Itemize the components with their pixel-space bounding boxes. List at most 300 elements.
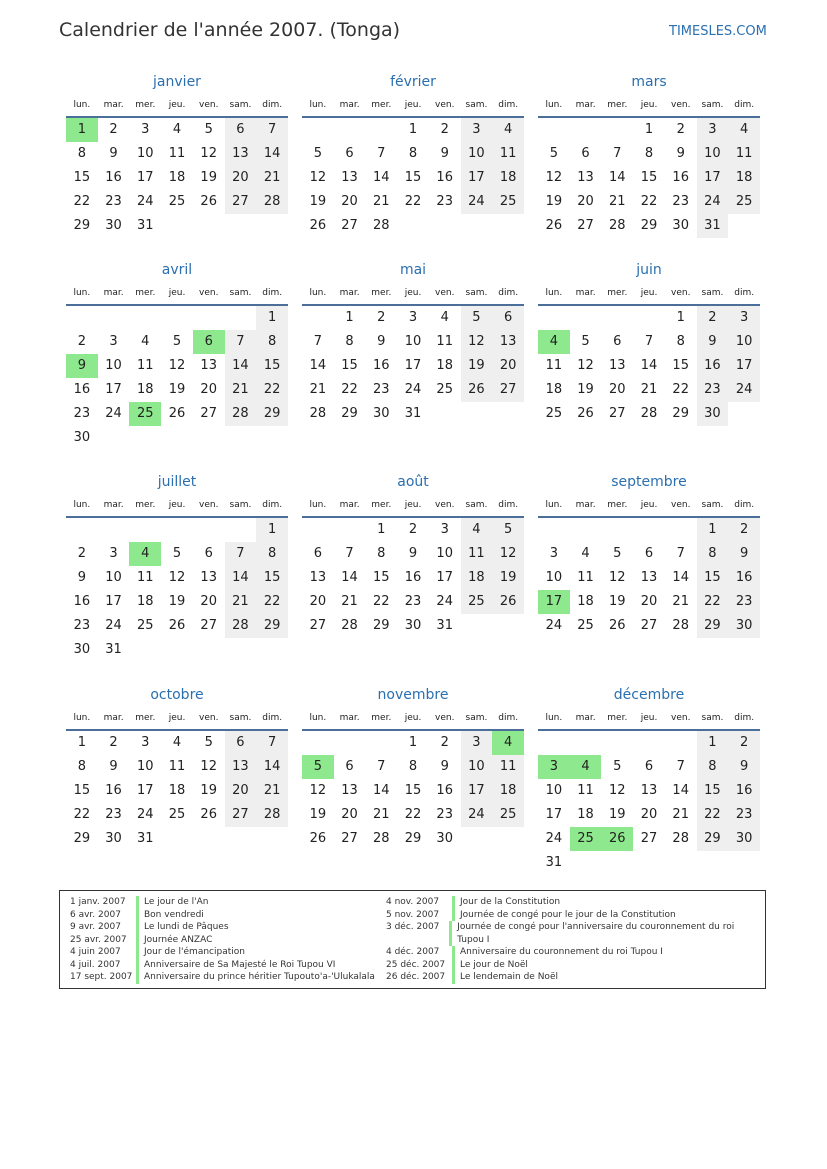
day-cell: 23: [73, 406, 91, 421]
weekday-label: dim.: [498, 713, 519, 723]
empty-cell: [334, 731, 366, 755]
day-cell: 7: [256, 118, 288, 142]
day-cell: 28: [609, 218, 626, 233]
day-cell: 27: [225, 803, 257, 827]
day-cell: 24: [404, 382, 422, 397]
holiday-row: [386, 909, 756, 922]
day-cell: 5: [549, 146, 558, 161]
weekday-header: [302, 707, 524, 731]
day-cell: 24: [461, 190, 493, 214]
weekday-label: jeu.: [640, 288, 658, 298]
day-cell: 11: [168, 759, 186, 774]
weekday-label: mer.: [371, 713, 392, 723]
weekday-label: jeu.: [168, 100, 186, 110]
day-cell: 24: [105, 618, 122, 633]
month-5: [538, 258, 760, 426]
weekday-label: mar.: [339, 288, 360, 298]
day-cell: 8: [676, 334, 685, 349]
day-cell: 23: [73, 618, 91, 633]
day-cell: 8: [345, 334, 354, 349]
day-cell: 16: [105, 783, 122, 798]
holiday-column-left: [70, 896, 380, 984]
day-cell: 27: [640, 831, 658, 846]
day-cell: 16: [73, 382, 91, 397]
empty-cell: [225, 518, 257, 542]
holiday-row: [386, 896, 756, 909]
empty-cell: [129, 426, 161, 450]
day-cell: 13: [309, 570, 327, 585]
day-cell: 18: [492, 779, 524, 803]
day-cell: 16: [672, 170, 689, 185]
day-cell: 11: [137, 358, 154, 373]
day-cell: 17: [105, 382, 122, 397]
day-cell: 13: [492, 330, 524, 354]
weekday-label: dim.: [262, 100, 283, 110]
day-cell: 19: [545, 194, 563, 209]
month-name: mai: [399, 262, 427, 278]
day-cell: 18: [168, 783, 186, 798]
empty-cell: [665, 851, 697, 875]
day-cell: 9: [676, 146, 685, 161]
weekday-header: [538, 282, 760, 306]
day-cell: 8: [697, 542, 729, 566]
day-cell: 2: [77, 546, 86, 561]
day-cell: 3: [461, 731, 493, 755]
empty-cell: [633, 731, 665, 755]
day-cell: 22: [697, 803, 729, 827]
day-cell: 19: [168, 382, 186, 397]
day-cell: 22: [256, 378, 288, 402]
weekday-label: mer.: [371, 500, 392, 510]
day-cell: 26: [577, 406, 594, 421]
day-cell: 11: [461, 542, 493, 566]
day-cell: 18: [461, 566, 493, 590]
month-2: [538, 70, 760, 238]
month-11: [538, 683, 760, 875]
day-cell: 25: [570, 827, 602, 851]
day-cell: 29: [697, 614, 729, 638]
empty-cell: [66, 306, 98, 330]
day-cell: 15: [404, 170, 422, 185]
day-cell: 13: [640, 570, 658, 585]
month-0: [66, 70, 288, 238]
holiday-row: [70, 959, 380, 972]
weekday-label: lun.: [545, 500, 563, 510]
day-cell: 16: [728, 566, 760, 590]
day-cell: 29: [73, 831, 91, 846]
empty-cell: [129, 638, 161, 662]
day-cell: 22: [73, 194, 91, 209]
day-cell: 21: [225, 378, 257, 402]
day-cell: 3: [109, 334, 118, 349]
day-cell: 23: [404, 594, 422, 609]
weekday-label: lun.: [73, 500, 91, 510]
month-4: [302, 258, 524, 426]
day-cell: 1: [697, 731, 729, 755]
day-cell: 26: [168, 618, 186, 633]
day-cell: 17: [538, 590, 570, 614]
day-cell: 31: [105, 642, 122, 657]
weekday-label: ven.: [671, 500, 691, 510]
weekday-label: lun.: [309, 713, 327, 723]
weekday-label: dim.: [498, 500, 519, 510]
empty-cell: [728, 851, 760, 875]
day-cell: 7: [644, 334, 654, 349]
holiday-date: 6 avr. 2007: [70, 909, 121, 920]
holiday-name: Le jour de l'An: [136, 896, 208, 909]
day-cell: 19: [309, 194, 327, 209]
day-cell: 3: [109, 546, 118, 561]
weekday-label: sam.: [465, 713, 488, 723]
day-cell: 5: [172, 546, 182, 561]
empty-cell: [538, 731, 570, 755]
day-cell: 16: [436, 170, 453, 185]
day-cell: 14: [373, 170, 390, 185]
day-cell: 30: [728, 827, 760, 851]
weekday-label: jeu.: [640, 100, 658, 110]
weekday-label: mer.: [135, 713, 156, 723]
month-name: avril: [161, 262, 193, 278]
day-cell: 6: [644, 546, 654, 561]
day-cell: 31: [697, 214, 729, 238]
day-cell: 13: [577, 170, 594, 185]
day-grid: [66, 306, 288, 450]
day-cell: 14: [640, 358, 658, 373]
holiday-date: 25 avr. 2007: [70, 934, 127, 945]
day-cell: 12: [545, 170, 563, 185]
weekday-label: sam.: [701, 500, 724, 510]
day-grid: [66, 118, 288, 238]
empty-cell: [302, 118, 334, 142]
day-cell: 8: [256, 542, 288, 566]
day-cell: 13: [609, 358, 626, 373]
day-cell: 15: [697, 566, 729, 590]
day-cell: 25: [168, 807, 186, 822]
day-cell: 22: [404, 807, 422, 822]
weekday-label: ven.: [671, 288, 691, 298]
day-cell: 14: [225, 354, 257, 378]
day-cell: 26: [309, 831, 327, 846]
weekday-label: dim.: [262, 288, 283, 298]
day-cell: 19: [200, 170, 217, 185]
month-name: décembre: [613, 687, 685, 703]
weekday-label: mar.: [575, 500, 596, 510]
day-cell: 16: [105, 170, 122, 185]
day-cell: 6: [613, 334, 622, 349]
day-cell: 14: [672, 570, 689, 585]
day-cell: 18: [137, 594, 154, 609]
holiday-name: Le jour de Noël: [452, 959, 528, 972]
holiday-row: [386, 946, 756, 959]
day-cell: 24: [137, 194, 154, 209]
weekday-header: [302, 494, 524, 518]
day-cell: 19: [309, 807, 327, 822]
day-cell: 7: [225, 330, 257, 354]
holiday-date: 4 juil. 2007: [70, 959, 121, 970]
weekday-label: dim.: [734, 288, 755, 298]
day-cell: 24: [461, 803, 493, 827]
day-cell: 17: [137, 783, 154, 798]
holiday-row: [70, 934, 380, 947]
day-cell: 25: [129, 402, 161, 426]
day-cell: 24: [436, 594, 453, 609]
weekday-label: lun.: [73, 100, 91, 110]
day-cell: 14: [256, 142, 288, 166]
day-cell: 24: [728, 378, 760, 402]
day-cell: 13: [225, 142, 257, 166]
empty-cell: [570, 306, 602, 330]
day-cell: 30: [404, 618, 422, 633]
day-cell: 21: [373, 194, 390, 209]
day-cell: 9: [728, 542, 760, 566]
day-cell: 7: [377, 146, 386, 161]
day-cell: 25: [492, 190, 524, 214]
day-cell: 30: [672, 218, 689, 233]
day-cell: 12: [492, 542, 524, 566]
empty-cell: [601, 118, 633, 142]
day-cell: 5: [302, 755, 334, 779]
month-name: août: [397, 474, 429, 490]
holiday-date: 3 déc. 2007: [386, 922, 440, 932]
day-cell: 2: [109, 122, 118, 137]
day-cell: 20: [309, 594, 327, 609]
day-cell: 18: [492, 166, 524, 190]
day-cell: 3: [538, 755, 570, 779]
empty-cell: [365, 731, 397, 755]
holiday-date: 25 déc. 2007: [386, 959, 446, 970]
day-cell: 30: [105, 831, 122, 846]
day-cell: 12: [609, 783, 626, 798]
page-title: Calendrier de l'année 2007. (Tonga): [59, 19, 401, 41]
day-cell: 9: [109, 146, 118, 161]
day-cell: 30: [697, 402, 729, 426]
day-cell: 27: [577, 218, 594, 233]
empty-cell: [256, 638, 288, 662]
day-cell: 3: [141, 735, 150, 750]
day-cell: 16: [436, 783, 453, 798]
empty-cell: [302, 518, 334, 542]
empty-cell: [98, 306, 130, 330]
day-cell: 17: [105, 594, 122, 609]
weekday-label: ven.: [435, 288, 455, 298]
day-cell: 28: [640, 406, 658, 421]
day-cell: 19: [577, 382, 594, 397]
weekday-header: [538, 94, 760, 118]
day-cell: 20: [225, 779, 257, 803]
empty-cell: [429, 214, 461, 238]
empty-cell: [193, 827, 225, 851]
day-cell: 26: [200, 194, 217, 209]
holiday-row: [70, 909, 380, 922]
weekday-header: [66, 494, 288, 518]
day-cell: 27: [200, 406, 217, 421]
day-cell: 17: [461, 166, 493, 190]
day-cell: 9: [77, 570, 86, 585]
site-link[interactable]: TIMESLES.COM: [669, 24, 767, 39]
day-cell: 24: [105, 406, 122, 421]
day-cell: 5: [581, 334, 590, 349]
holiday-date: 4 nov. 2007: [386, 897, 440, 907]
day-cell: 6: [204, 546, 213, 561]
day-cell: 5: [172, 334, 182, 349]
day-cell: 6: [581, 146, 590, 161]
day-cell: 11: [577, 783, 594, 798]
day-cell: 2: [728, 518, 760, 542]
holiday-date: 26 déc. 2007: [386, 972, 446, 982]
holiday-column-right: [386, 896, 756, 984]
day-cell: 20: [492, 354, 524, 378]
holiday-name: Journée ANZAC: [136, 934, 212, 947]
day-cell: 5: [461, 306, 493, 330]
day-cell: 12: [309, 170, 327, 185]
day-grid: [302, 306, 524, 426]
day-cell: 28: [373, 831, 390, 846]
day-cell: 15: [256, 566, 288, 590]
holiday-row: [386, 959, 756, 972]
day-cell: 3: [728, 306, 760, 330]
day-cell: 15: [73, 170, 91, 185]
weekday-label: mar.: [339, 500, 360, 510]
day-cell: 19: [461, 354, 493, 378]
month-name: novembre: [377, 687, 449, 703]
day-cell: 31: [404, 406, 422, 421]
empty-cell: [461, 827, 493, 851]
day-cell: 22: [373, 594, 390, 609]
day-cell: 1: [408, 735, 418, 750]
day-cell: 19: [200, 783, 217, 798]
day-grid: [302, 731, 524, 851]
day-cell: 11: [545, 358, 563, 373]
day-cell: 27: [341, 218, 358, 233]
empty-cell: [570, 731, 602, 755]
day-cell: 12: [609, 570, 626, 585]
day-cell: 25: [545, 406, 563, 421]
day-cell: 29: [672, 406, 689, 421]
day-cell: 30: [73, 430, 91, 445]
day-cell: 1: [256, 518, 288, 542]
holiday-name: Jour de l'émancipation: [136, 946, 245, 959]
holiday-name: Journée de congé pour l'anniversaire du couronnement du roi Tupou I: [449, 921, 756, 946]
holiday-date: 5 nov. 2007: [386, 909, 440, 920]
day-cell: 28: [256, 190, 288, 214]
day-cell: 10: [697, 142, 729, 166]
day-cell: 10: [728, 330, 760, 354]
weekday-header: [538, 707, 760, 731]
empty-cell: [538, 118, 570, 142]
empty-cell: [665, 731, 697, 755]
day-cell: 24: [137, 807, 154, 822]
day-cell: 22: [697, 590, 729, 614]
day-cell: 15: [404, 783, 422, 798]
day-cell: 29: [373, 618, 390, 633]
empty-cell: [461, 214, 493, 238]
day-cell: 11: [492, 755, 524, 779]
day-cell: 25: [461, 590, 493, 614]
empty-cell: [633, 518, 665, 542]
day-cell: 31: [137, 218, 154, 233]
day-cell: 10: [545, 783, 563, 798]
day-cell: 7: [313, 334, 322, 349]
day-cell: 22: [341, 382, 358, 397]
day-cell: 20: [341, 194, 358, 209]
weekday-label: mer.: [607, 100, 628, 110]
empty-cell: [302, 306, 334, 330]
weekday-label: lun.: [309, 288, 327, 298]
weekday-label: ven.: [199, 713, 219, 723]
day-cell: 11: [436, 334, 453, 349]
day-cell: 1: [697, 518, 729, 542]
empty-cell: [570, 518, 602, 542]
day-cell: 19: [492, 566, 524, 590]
weekday-label: sam.: [229, 713, 252, 723]
day-cell: 4: [538, 330, 570, 354]
weekday-label: dim.: [498, 100, 519, 110]
weekday-label: ven.: [199, 100, 219, 110]
day-cell: 13: [341, 170, 358, 185]
day-cell: 15: [697, 779, 729, 803]
empty-cell: [256, 426, 288, 450]
holiday-date: 4 juin 2007: [70, 947, 121, 957]
holiday-row: [70, 896, 380, 909]
holiday-name: Le lendemain de Noël: [452, 971, 558, 984]
day-cell: 12: [309, 783, 327, 798]
month-name: juin: [636, 262, 662, 278]
day-cell: 13: [200, 358, 217, 373]
day-cell: 2: [77, 334, 86, 349]
holiday-name: Anniversaire du prince héritier Tupouto'a-'Ulukalala: [136, 971, 375, 984]
day-grid: [538, 306, 760, 426]
day-cell: 15: [73, 783, 91, 798]
day-cell: 11: [168, 146, 186, 161]
weekday-label: sam.: [465, 100, 488, 110]
day-cell: 2: [676, 122, 685, 137]
day-grid: [538, 518, 760, 638]
day-cell: 4: [570, 755, 602, 779]
empty-cell: [461, 614, 493, 638]
weekday-label: ven.: [671, 100, 691, 110]
weekday-label: lun.: [309, 500, 327, 510]
day-cell: 27: [225, 190, 257, 214]
day-cell: 21: [341, 594, 358, 609]
day-cell: 29: [404, 831, 422, 846]
day-cell: 13: [225, 755, 257, 779]
day-cell: 8: [644, 146, 654, 161]
day-cell: 4: [461, 518, 493, 542]
day-cell: 20: [225, 166, 257, 190]
day-cell: 4: [172, 735, 182, 750]
day-cell: 16: [373, 358, 390, 373]
day-cell: 30: [728, 614, 760, 638]
day-cell: 24: [545, 831, 563, 846]
weekday-label: sam.: [465, 288, 488, 298]
day-cell: 12: [461, 330, 493, 354]
day-cell: 26: [545, 218, 563, 233]
holiday-name: Le lundi de Pâques: [136, 921, 229, 934]
empty-cell: [492, 614, 524, 638]
day-cell: 25: [168, 194, 186, 209]
day-cell: 12: [168, 358, 186, 373]
holiday-list: [59, 890, 766, 989]
holiday-row: [70, 971, 380, 984]
empty-cell: [570, 118, 602, 142]
day-cell: 17: [728, 354, 760, 378]
weekday-label: mer.: [607, 288, 628, 298]
day-cell: 17: [545, 807, 563, 822]
empty-cell: [66, 518, 98, 542]
day-cell: 7: [377, 759, 386, 774]
empty-cell: [129, 306, 161, 330]
day-cell: 1: [77, 735, 86, 750]
